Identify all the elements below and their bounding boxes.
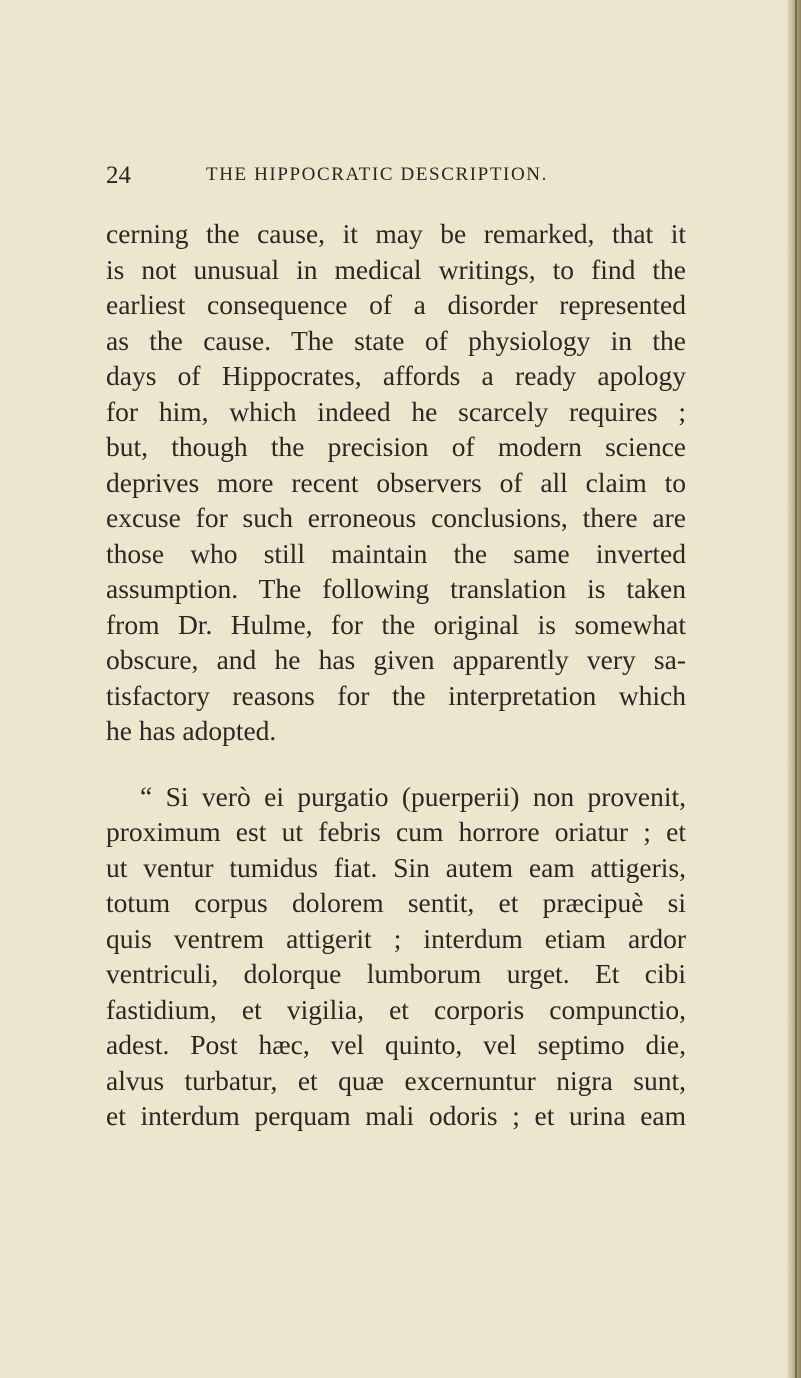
paragraph (106, 216, 686, 749)
text-line: assumption. The following translation is taken (106, 573, 686, 604)
text-line: ventriculi, dolorque lumborum urget. Et cibi (106, 958, 686, 989)
paragraph (106, 779, 686, 1134)
text-line: cerning the cause, it may be remarked, that it (106, 218, 686, 249)
text-line: days of Hippocrates, affords a ready apology (106, 360, 686, 391)
text-line: earliest consequence of a disorder represented (106, 289, 686, 320)
text-line: from Dr. Hulme, for the original is somewhat (106, 608, 686, 640)
page-edge-line (795, 0, 797, 1378)
text-line: fastidium, et vigilia, et corporis compunctio, (106, 993, 686, 1025)
running-title: THE HIPPOCRATIC DESCRIPTION. (206, 164, 548, 185)
text-line: obscure, and he has given apparently very sa- (106, 644, 686, 675)
text-line: excuse for such erroneous conclusions, there are (106, 502, 686, 533)
text-line: quis ventrem attigerit ; interdum etiam ardor (106, 922, 686, 954)
text-line: those who still maintain the same inverted (106, 537, 686, 569)
paragraph-spacer (106, 749, 686, 779)
text-line: but, though the precision of modern science (106, 431, 686, 462)
page-number: 24 (106, 162, 131, 189)
text-line: alvus turbatur, et quæ excernuntur nigra sunt, (106, 1064, 686, 1096)
text-line: proximum est ut febris cum horrore oriatur ; et (106, 816, 686, 847)
text-line: as the cause. The state of physiology in the (106, 324, 686, 356)
text-line: is not unusual in medical writings, to find the (106, 253, 686, 285)
text-line: et interdum perquam mali odoris ; et urina eam (106, 1100, 686, 1131)
page-edge-shadow (787, 0, 801, 1378)
running-head (106, 162, 576, 192)
text-line: for him, which indeed he scarcely requires ; (106, 395, 686, 427)
text-line: deprives more recent observers of all claim to (106, 466, 686, 498)
text-line: adest. Post hæc, vel quinto, vel septimo die, (106, 1029, 686, 1060)
text-line: ut ventur tumidus fiat. Sin autem eam attigeris, (106, 851, 686, 883)
text-line: “ Si verò ei purgatio (puerperii) non provenit, (140, 780, 686, 812)
text-line: tisfactory reasons for the interpretation which (106, 679, 686, 711)
text-line: totum corpus dolorem sentit, et præcipuè si (106, 887, 686, 918)
body-text (106, 216, 686, 1134)
text-line: he has adopted. (106, 715, 277, 746)
